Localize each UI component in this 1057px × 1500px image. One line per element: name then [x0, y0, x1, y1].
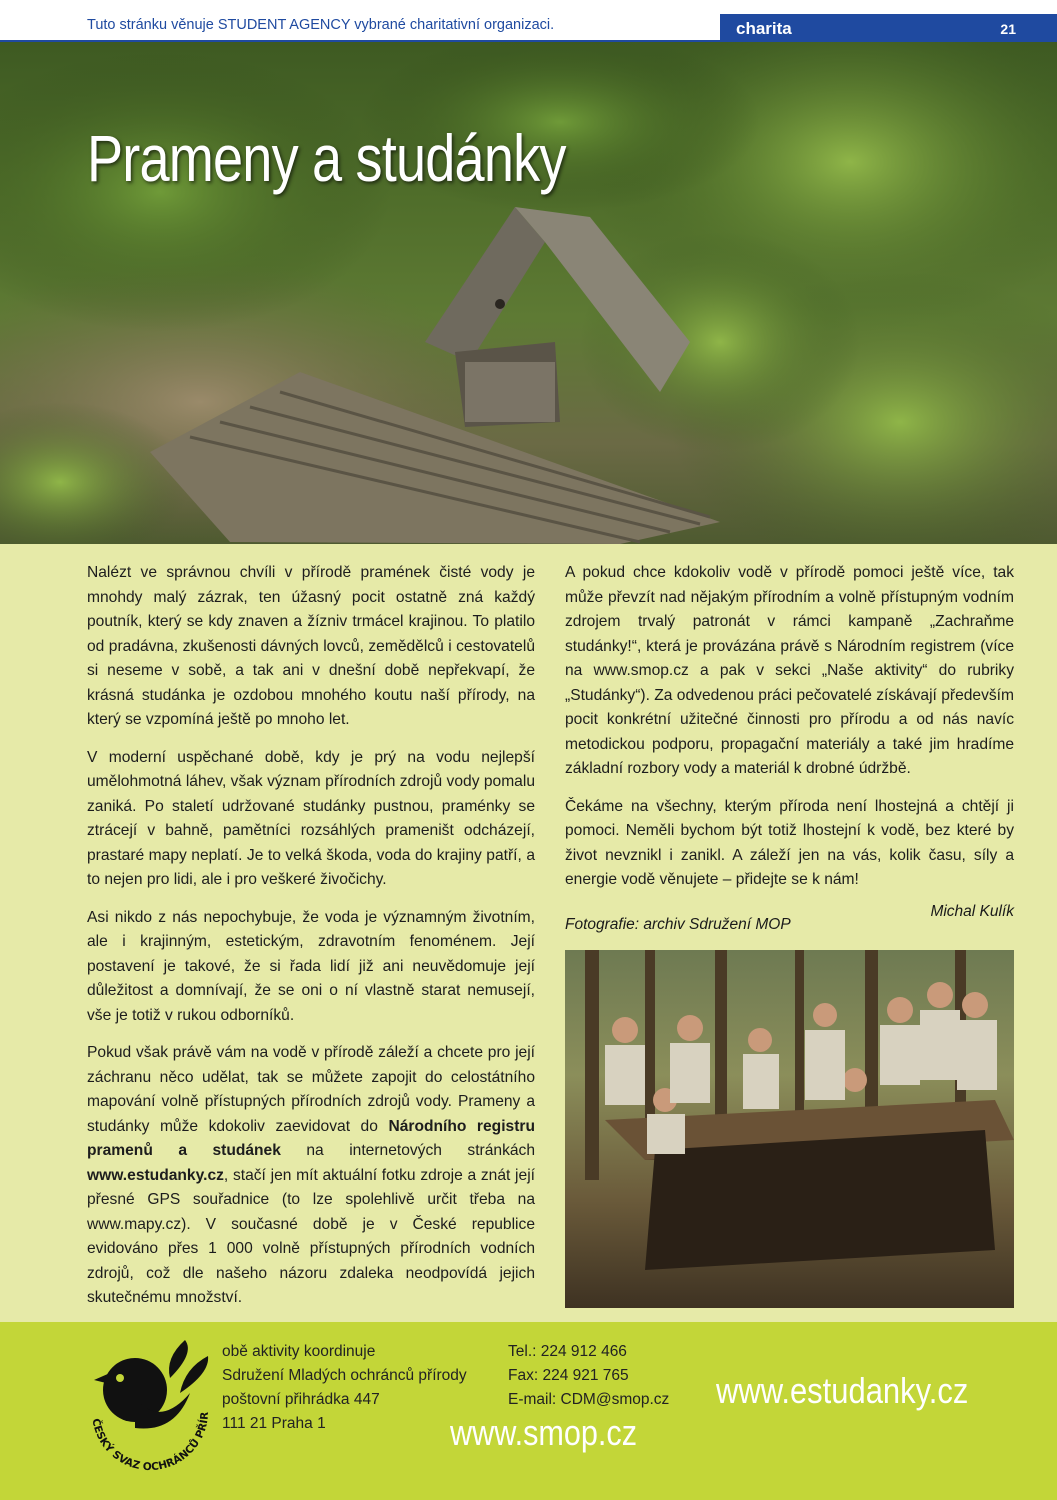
email-link[interactable]: E-mail: CDM@smop.cz: [508, 1391, 670, 1408]
paragraph: [87, 1041, 535, 1311]
logo-text: ČESKÝ SVAZ OCHRÁNCŮ PŘÍR: [89, 1411, 212, 1474]
smop-url[interactable]: www.smop.cz: [450, 1412, 638, 1453]
cso-logo: [80, 1338, 220, 1478]
sponsor-note: Tuto stránku věnuje STUDENT AGENCY vybrané charitativní organizaci.: [87, 17, 555, 33]
left-column: [87, 561, 535, 1324]
paragraph: V moderní uspěchané době, kdy je prý na vodu nejlepší umělohmotná láhev, však význam přírodních zdrojů vody pomalu zaniká. Po staletí udržované studánky pustnou, praménky se ztrácejí v bahně, pamětníci rozsáhlých prameništ odcházejí, prastaré mapy neplatí. Je to velká škoda, voda do krajiny patří, a to nejen pro lidi, ale i pro veškeré živočichy.: [87, 748, 535, 888]
estudanky-link[interactable]: www.estudanky.cz: [87, 1166, 224, 1184]
paragraph: A pokud chce kdokoliv vodě v přírodě pomoci ještě více, tak může převzít nad nějakým přírodním a volně přístupným vodním zdrojem trvalý patronát v rámci kampaně „Zachraňme studánky!“, která je provázána právě s Národním registrem (více na www.smop.cz a pak v sekci „Naše aktivity“ do rubriky „Studánky“). Za odvedenou práci pečovatelé získávají především pocit konkrétní užitečné činnosti pro přírodu a od nás navíc metodickou podporu, propagační materiály a také jim hradíme základní rozbory vody a materiál k drobné údržbě.: [565, 564, 1014, 777]
contact-line: 111 21 Praha 1: [222, 1415, 326, 1432]
photo-credit: Fotografie: archiv Sdružení MOP: [565, 916, 791, 933]
page-header: [0, 0, 1057, 42]
hero-photo: [0, 42, 1057, 544]
section-label: charita: [736, 19, 792, 38]
section-tab: [720, 14, 1057, 42]
contact-line: poštovní přihrádka 447: [222, 1391, 380, 1408]
text-run: , stačí jen mít aktuální fotku zdroje a znát její přesné GPS souřadnice (to lze spolehlivě určit třeba na www.mapy.cz). V současné době je v České republice evidováno přes 1 000 volně přístupných přírodních vodních zdrojů, což dle našeho názoru zdaleka neodpovídá jejich skutečnému množství.: [87, 1166, 535, 1306]
fax: Fax: 224 921 765: [508, 1367, 629, 1384]
contact-line: Sdružení Mladých ochránců přírody: [222, 1367, 467, 1384]
contact-line: obě aktivity koordinuje: [222, 1343, 376, 1360]
paragraph: Čekáme na všechny, kterým příroda není lhostejná a chtějí ji pomoci. Neměli bychom být totiž lhostejní k vodě, bez které by život nevznikl i zanikl. A záleží jen na vás, kolik času, síly a energie vodě věnujete – přidejte se k nám!: [565, 797, 1014, 888]
text-run: na internetových stránkách: [280, 1142, 536, 1159]
registry-name: Národního registru pramenů a studánek: [87, 1117, 535, 1159]
group-photo: [565, 950, 1014, 1308]
phone: Tel.: 224 912 466: [508, 1343, 627, 1360]
phone-block: [508, 1340, 669, 1412]
footer: [0, 1322, 1057, 1500]
right-column: [565, 561, 1014, 906]
paragraph: Nalézt ve správnou chvíli v přírodě pramének čisté vody je mnohdy malý zázrak, ten úžasný pocit ostatně zná každý poutník, který se kdy znaven a žízniv trmácel krajinou. To platilo od pradávna, zkušenosti dávných lovců, zemědělců i cestovatelů si neseme v sobě, a tak ani v dnešní době nepřekvapí, že krásná studánka je ozdobou mnohého koutu naší přírody, na který se vzpomíná ještě po mnoho let.: [87, 564, 535, 728]
contact-block: [222, 1340, 467, 1436]
byline-row: [565, 903, 1014, 943]
text-run: Pokud však právě vám na vodě v přírodě záleží a chcete pro její záchranu něco udělat, tak se můžete zapojit do celostátního mapování volně přístupných přírodních zdrojů vody. Prameny a studánky může kdokoliv zaevidovat do: [87, 1044, 535, 1135]
page-number: 21: [1000, 21, 1016, 37]
article-title: Prameny a studánky: [87, 121, 566, 195]
estudanky-url[interactable]: www.estudanky.cz: [716, 1370, 969, 1411]
author: Michal Kulík: [930, 903, 1014, 920]
paragraph: Asi nikdo z nás nepochybuje, že voda je významným životním, ale i krajinným, estetickým, zdravotním fenoménem. Její postavení je takové, že si řada lidí již ani neuvědomuje její důležitost a domnívají, že se oni o ní vlastně starat nemusejí, vše je totiž v rukou odborníků.: [87, 908, 535, 1024]
